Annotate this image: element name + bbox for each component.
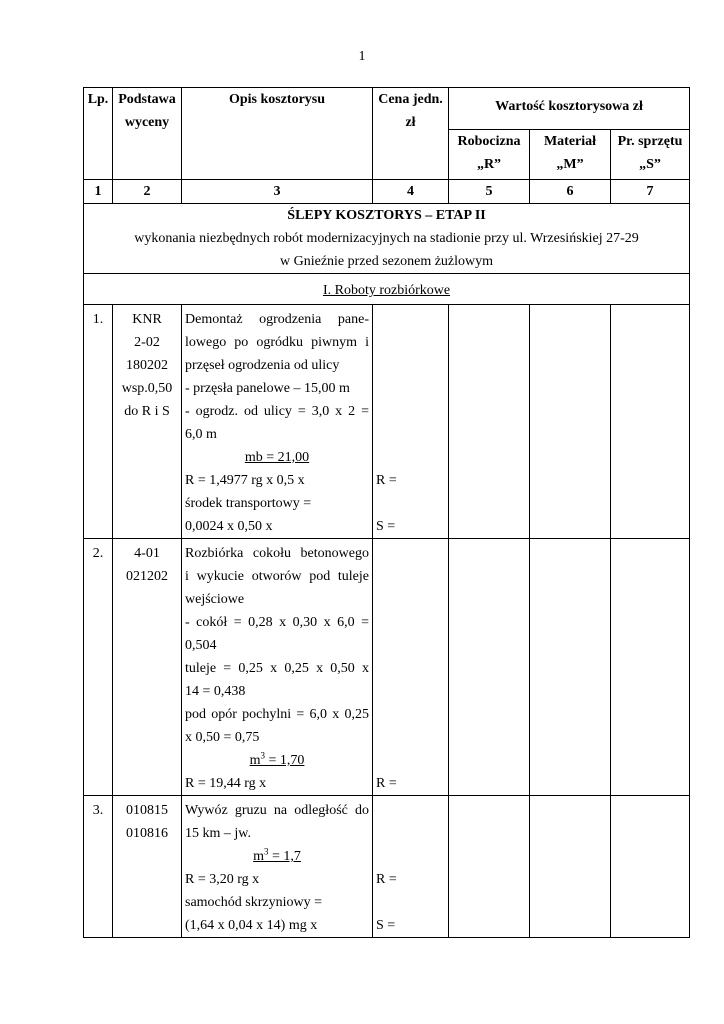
page-number: 1 xyxy=(358,49,366,64)
table-row xyxy=(84,796,690,938)
row-value-r xyxy=(449,796,530,938)
row-description: Rozbiórka cokołu betonowego i wykucie otworów pod tuleje wejściowe - cokół = 0,28 x 0,30 x 6,0 = 0,504 tuleje = 0,25 x 0,25 x 0,50 x 14 = 0,438 pod opór pochylni = 6,0 x 0,25 x 0,50 = 0,75 $m^3 = 1,70$ R = 19,44 rg x xyxy=(182,539,373,796)
row-lp: 1. xyxy=(84,305,113,539)
row-description: Wywóz gruzu na odległość do 15 km – jw. $m^3 = 1,7$ R = 3,20 rg x samochód skrzyniowy = (1,64 x 0,04 x 14) mg x xyxy=(182,796,373,938)
row-value-m xyxy=(530,539,611,796)
row-unit-price: R = S = xyxy=(373,796,449,938)
header-sprzet: Pr. sprzętu „S” xyxy=(611,130,690,180)
title-line-3: w Gnieźnie przed sezonem żużlowym xyxy=(280,254,494,269)
cost-estimate-table xyxy=(83,87,690,938)
section-heading: I. Roboty rozbiórkowe xyxy=(84,274,690,305)
header-podstawa: Podstawa wyceny xyxy=(113,88,182,180)
row-description: Demontaż ogrodzenia pane- lowego po ogródku piwnym i przęseł ogrodzenia od ulicy - przęsła panelowe – 15,00 m - ogrodz. od ulicy = 3,0 x 2 = 6,0 m mb = 21,00 R = 1,4977 rg x 0,5 x środek transportowy = 0,0024 x 0,50 x xyxy=(182,305,373,539)
document-title xyxy=(84,204,690,274)
header-wartosc: Wartość kosztorysowa zł xyxy=(449,88,690,130)
column-number: 1 xyxy=(84,180,113,204)
table-row xyxy=(84,305,690,539)
header-lp: Lp. xyxy=(84,88,113,180)
quantity: $m^3 = 1,7$ xyxy=(253,846,301,864)
row-value-s xyxy=(611,539,690,796)
row-unit-price: R = S = xyxy=(373,305,449,539)
column-number: 3 xyxy=(182,180,373,204)
title-line-2: wykonania niezbędnych robót modernizacyjnych na stadionie przy ul. Wrzesińskiej 27-29 xyxy=(134,231,639,246)
row-unit-price: R = xyxy=(373,539,449,796)
column-number-row xyxy=(84,180,690,204)
column-number: 6 xyxy=(530,180,611,204)
row-value-m xyxy=(530,796,611,938)
row-value-r xyxy=(449,305,530,539)
row-basis: 010815 010816 xyxy=(113,796,182,938)
header-cena: Cena jedn. zł xyxy=(373,88,449,180)
quantity: mb = 21,00 xyxy=(244,450,310,465)
column-number: 5 xyxy=(449,180,530,204)
header-robocizna: Robocizna „R” xyxy=(449,130,530,180)
row-lp: 3. xyxy=(84,796,113,938)
title-main: ŚLEPY KOSZTORYS – ETAP II xyxy=(287,208,486,223)
quantity: $m^3 = 1,70$ xyxy=(249,750,305,768)
column-number: 2 xyxy=(113,180,182,204)
table-row xyxy=(84,539,690,796)
column-number: 4 xyxy=(373,180,449,204)
row-basis: 4-01 021202 xyxy=(113,539,182,796)
header-opis: Opis kosztorysu xyxy=(182,88,373,180)
row-value-s xyxy=(611,796,690,938)
row-lp: 2. xyxy=(84,539,113,796)
column-number: 7 xyxy=(611,180,690,204)
row-value-m xyxy=(530,305,611,539)
row-value-s xyxy=(611,305,690,539)
row-basis: KNR 2-02 180202 wsp.0,50 do R i S xyxy=(113,305,182,539)
header-material: Materiał „M” xyxy=(530,130,611,180)
row-value-r xyxy=(449,539,530,796)
